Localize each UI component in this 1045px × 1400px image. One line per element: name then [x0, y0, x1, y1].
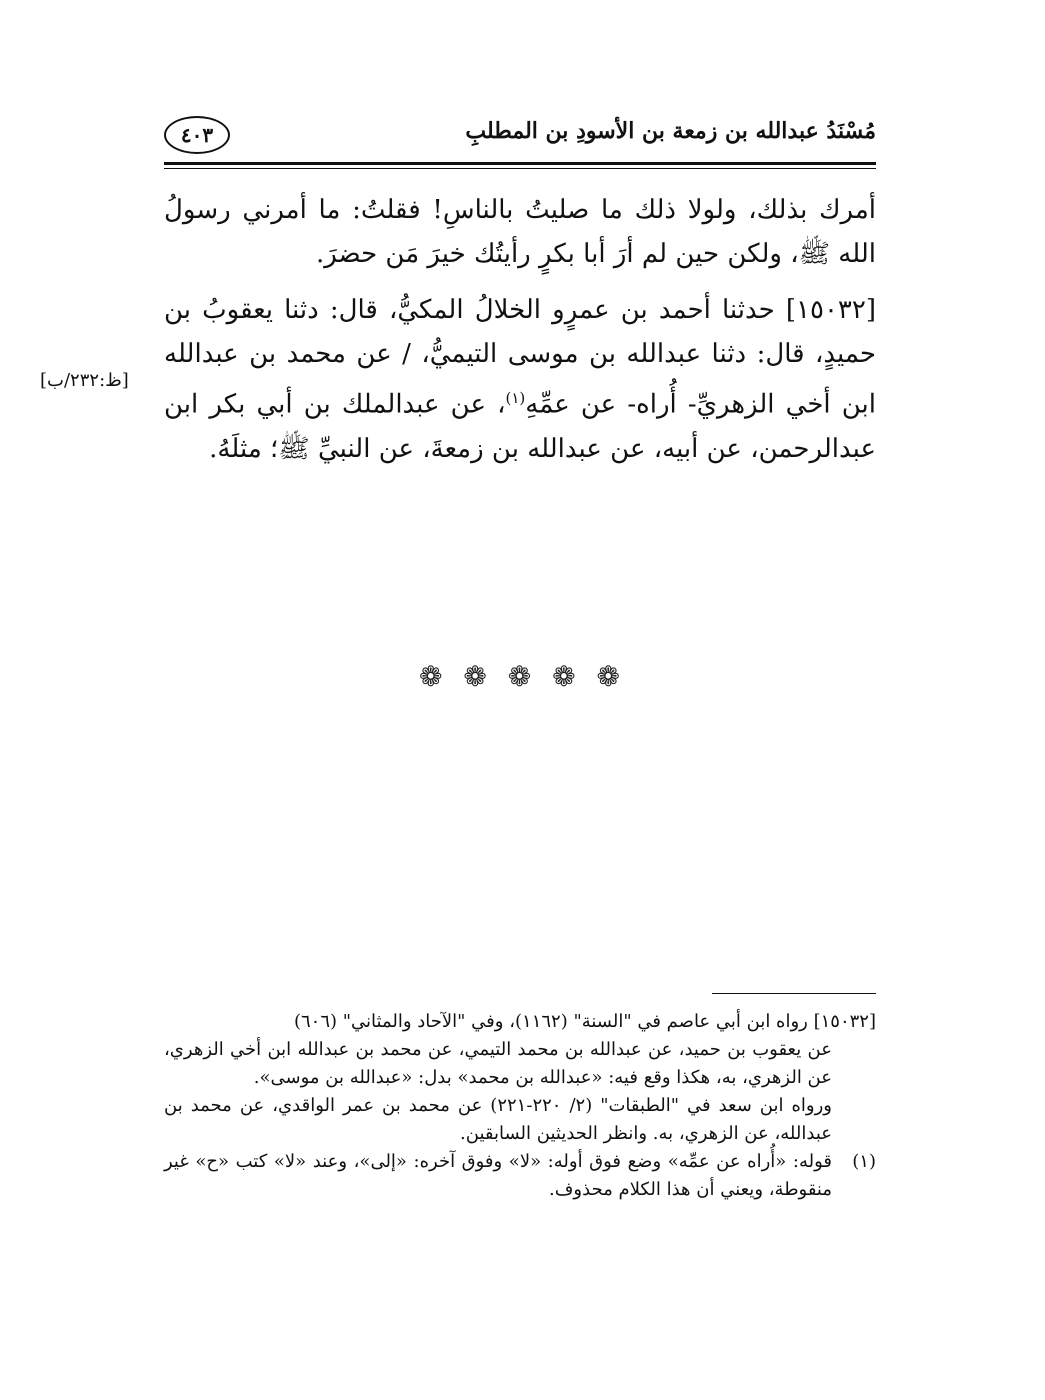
- footnote-1-text: قوله: «أُراه عن عمِّه» وضع فوق أوله: «لا» وفوق آخره: «إلى»، وعند «لا» كتب «ح» غير منقوطة، ويعني أن هذا الكلام محذوف.: [164, 1151, 832, 1200]
- header-rule-thick: [164, 162, 876, 165]
- page-header: [164, 112, 876, 164]
- footnote-marker: (١): [505, 389, 526, 407]
- hadith-text-part2: ، عن عبدالملك بن أبي بكر ابن عبدالرحمن، عن أبيه، عن عبدالله بن زمعةَ، عن النبيِّ ﷺ؛ مثلَهُ.: [164, 389, 876, 464]
- section-ornament: ❁ ❁ ❁ ❁ ❁: [419, 660, 626, 693]
- footnote-source-continuation: عن يعقوب بن حميد، عن عبدالله بن محمد التيمي، عن محمد بن عبدالله ابن أخي الزهري، عن الزهري، به، هكذا وقع فيه: «عبدالله بن محمد» بدل: «عبدالله بن موسى».: [164, 1039, 832, 1088]
- manuscript-ref: [ظ:٢٣٢/ب]: [40, 370, 129, 391]
- footnotes: [164, 1008, 876, 1204]
- paragraph-1: أمرك بذلك، ولولا ذلك ما صليتُ بالناسِ! فقلتُ: ما أمرني رسولُ الله ﷺ، ولكن حين لم أرَ أبا بكرٍ رأيتُك خيرَ مَن حضرَ.: [164, 195, 876, 269]
- hadith-text-part1: [١٥٠٣٢] حدثنا أحمد بن عمرٍو الخلالُ المكيُّ، قال: دثنا يعقوبُ بن حميدٍ، قال: دثنا عبدالله بن موسى التيميُّ، / عن محمد بن عبدالله ابن أخي الزهريِّ- أُراه- عن عمِّهِ: [164, 295, 876, 420]
- main-text: [164, 188, 876, 483]
- footnote-1-number: (١): [852, 1151, 876, 1172]
- footnote-1: [164, 1148, 876, 1204]
- footnote-source-line: [١٥٠٣٢] رواه ابن أبي عاصم في "السنة" (١١٦٢)، وفي "الآحاد والمثاني" (٦٠٦): [293, 1011, 876, 1032]
- footnote-rule: [712, 993, 876, 994]
- paragraph-2: [164, 288, 876, 471]
- page-number: ٤٠٣: [164, 116, 230, 154]
- footnote-source-ibn-saad: ورواه ابن سعد في "الطبقات" (٢/ ٢٢٠-٢٢١) عن محمد بن عمر الواقدي، عن محمد بن عبدالله، عن الزهري، به. وانظر الحديثين السابقين.: [164, 1095, 832, 1144]
- running-title: مُسْنَدُ عبدالله بن زمعة بن الأسودِ بن المطلبِ: [465, 118, 876, 144]
- header-rule-thin: [164, 168, 876, 169]
